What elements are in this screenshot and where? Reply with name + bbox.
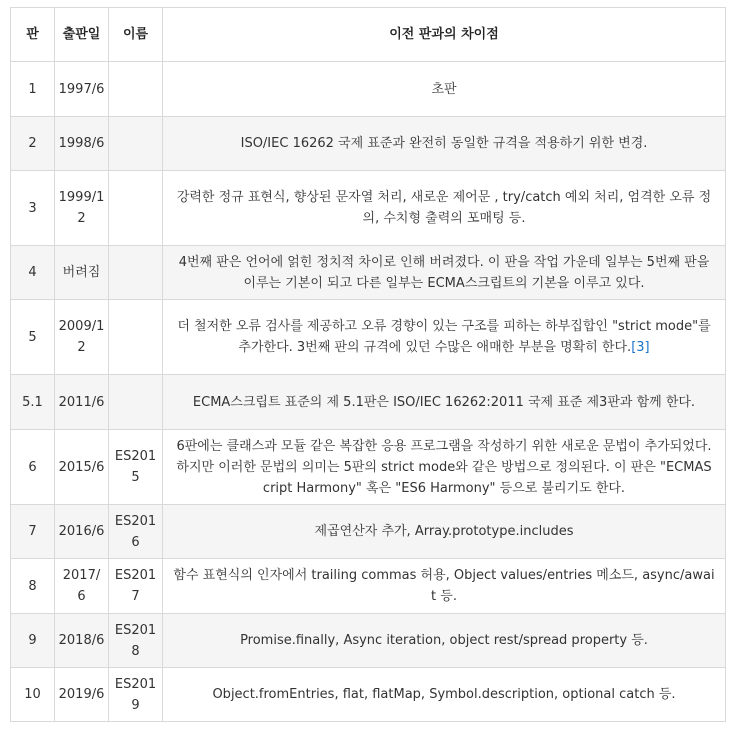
table-row [11,668,726,722]
name-cell [109,171,163,246]
changes-cell: ISO/IEC 16262 국제 표준과 완전히 동일한 규격을 적용하기 위한 변경. [163,117,726,171]
edition-cell: 6 [11,430,55,505]
changes-cell [163,300,726,375]
date-cell: 2009/12 [55,300,109,375]
changes-cell: 4번째 판은 언어에 얽힌 정치적 차이로 인해 버려졌다. 이 판을 작업 가운데 일부는 5번째 판을 이루는 기본이 되고 다른 일부는 ECMA스크립트의 기본을 이루고 있다. [163,246,726,300]
edition-cell: 7 [11,505,55,559]
changes-cell: 강력한 정규 표현식, 향상된 문자열 처리, 새로운 제어문 , try/catch 예외 처리, 엄격한 오류 정의, 수치형 출력의 포매팅 등. [163,171,726,246]
name-cell [109,117,163,171]
changes-cell: 6판에는 클래스과 모듈 같은 복잡한 응용 프로그램을 작성하기 위한 새로운 문법이 추가되었다. 하지만 이러한 문법의 의미는 5판의 strict mode와 같은 방법으로 정의된다. 이 판은 "ECMAScript Harmony" 혹은 "ES6 Harmony" 등으로 불리기도 한다. [163,430,726,505]
name-cell [109,246,163,300]
date-cell: 2011/6 [55,375,109,430]
changes-cell: 함수 표현식의 인자에서 trailing commas 허용, Object values/entries 메소드, async/await 등. [163,559,726,614]
header-edition: 판 [11,8,55,62]
changes-cell: 제곱연산자 추가, Array.prototype.includes [163,505,726,559]
header-name: 이름 [109,8,163,62]
edition-cell: 9 [11,614,55,668]
table-row [11,117,726,171]
edition-cell: 2 [11,117,55,171]
table-row [11,171,726,246]
edition-cell: 8 [11,559,55,614]
changes-cell: ECMA스크립트 표준의 제 5.1판은 ISO/IEC 16262:2011 국제 표준 제3판과 함께 한다. [163,375,726,430]
name-cell: ES2016 [109,505,163,559]
edition-cell: 5 [11,300,55,375]
changes-cell: 초판 [163,62,726,117]
table-row [11,246,726,300]
date-cell: 2016/6 [55,505,109,559]
table-row [11,430,726,505]
date-cell: 2019/6 [55,668,109,722]
changes-cell: Promise.finally, Async iteration, object rest/spread property 등. [163,614,726,668]
date-cell: 버려짐 [55,246,109,300]
reference-link[interactable]: [3] [631,340,650,355]
changes-cell: Object.fromEntries, flat, flatMap, Symbol.description, optional catch 등. [163,668,726,722]
table-row [11,62,726,117]
date-cell: 1998/6 [55,117,109,171]
name-cell [109,375,163,430]
date-cell: 2018/6 [55,614,109,668]
table-row [11,559,726,614]
edition-cell: 3 [11,171,55,246]
edition-cell: 5.1 [11,375,55,430]
ecmascript-editions-table [10,7,726,722]
header-date: 출판일 [55,8,109,62]
date-cell: 1997/6 [55,62,109,117]
table-header-row [11,8,726,62]
table-row [11,375,726,430]
date-cell: 2015/6 [55,430,109,505]
table-row [11,505,726,559]
name-cell: ES2018 [109,614,163,668]
name-cell [109,62,163,117]
table-row [11,300,726,375]
name-cell: ES2019 [109,668,163,722]
name-cell: ES2015 [109,430,163,505]
changes-text: 더 철저한 오류 검사를 제공하고 오류 경향이 있는 구조를 피하는 하부집합인 "strict mode"를 추가한다. 3번째 판의 규격에 있던 수많은 애매한 부분을 명확히 한다. [177,319,711,355]
edition-cell: 10 [11,668,55,722]
table-row [11,614,726,668]
date-cell: 1999/12 [55,171,109,246]
edition-cell: 4 [11,246,55,300]
edition-cell: 1 [11,62,55,117]
name-cell: ES2017 [109,559,163,614]
name-cell [109,300,163,375]
date-cell: 2017/ 6 [55,559,109,614]
header-changes: 이전 판과의 차이점 [163,8,726,62]
